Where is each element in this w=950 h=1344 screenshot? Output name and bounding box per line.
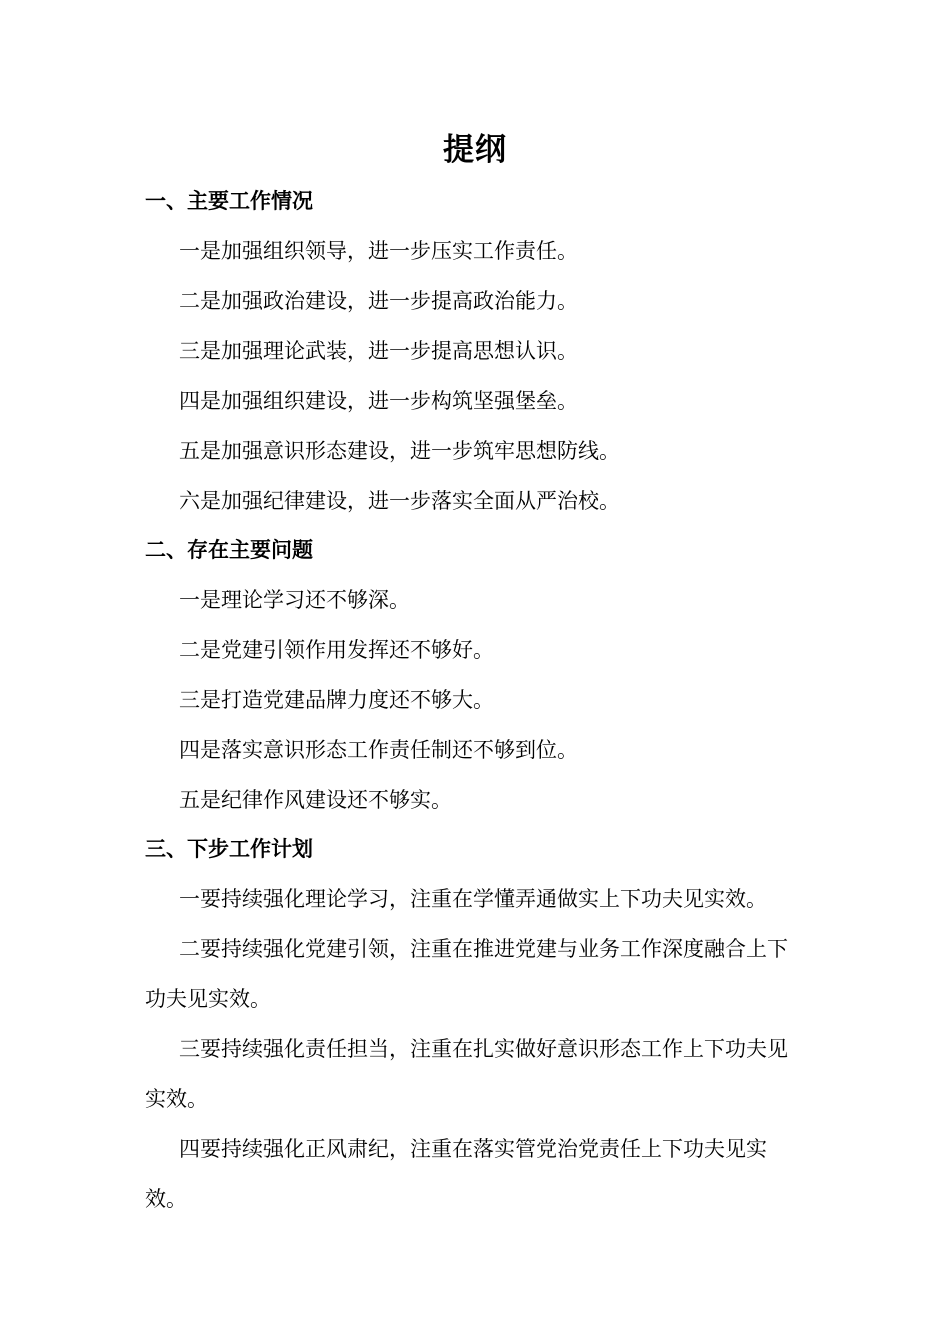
list-item: 一是理论学习还不够深。 — [179, 588, 410, 612]
list-item: 二是加强政治建设，进一步提高政治能力。 — [179, 289, 578, 313]
section-heading-work-status: 一、主要工作情况 — [145, 188, 313, 213]
list-item: 四是落实意识形态工作责任制还不够到位。 — [179, 738, 578, 762]
list-item: 二是党建引领作用发挥还不够好。 — [179, 638, 494, 662]
list-item: 五是加强意识形态建设，进一步筑牢思想防线。 — [179, 439, 620, 463]
list-item: 五是纪律作风建设还不够实。 — [179, 788, 452, 812]
list-item: 二要持续强化党建引领，注重在推进党建与业务工作深度融合上下功夫见实效。 — [145, 937, 788, 1011]
list-item: 三要持续强化责任担当，注重在扎实做好意识形态工作上下功夫见实效。 — [145, 1037, 788, 1111]
list-item: 三是加强理论武装，进一步提高思想认识。 — [179, 339, 578, 363]
section-heading-next-steps: 三、下步工作计划 — [145, 836, 313, 861]
list-item: 四要持续强化正风肃纪，注重在落实管党治党责任上下功夫见实效。 — [145, 1137, 767, 1211]
list-item: 四是加强组织建设，进一步构筑坚强堡垒。 — [179, 389, 578, 413]
document-title: 提纲 — [443, 132, 507, 168]
section-heading-main-problems: 二、存在主要问题 — [145, 537, 313, 562]
list-item: 六是加强纪律建设，进一步落实全面从严治校。 — [179, 489, 620, 513]
list-item: 一要持续强化理论学习，注重在学懂弄通做实上下功夫见实效。 — [179, 887, 767, 911]
list-item: 一是加强组织领导，进一步压实工作责任。 — [179, 239, 578, 263]
list-item: 三是打造党建品牌力度还不够大。 — [179, 688, 494, 712]
